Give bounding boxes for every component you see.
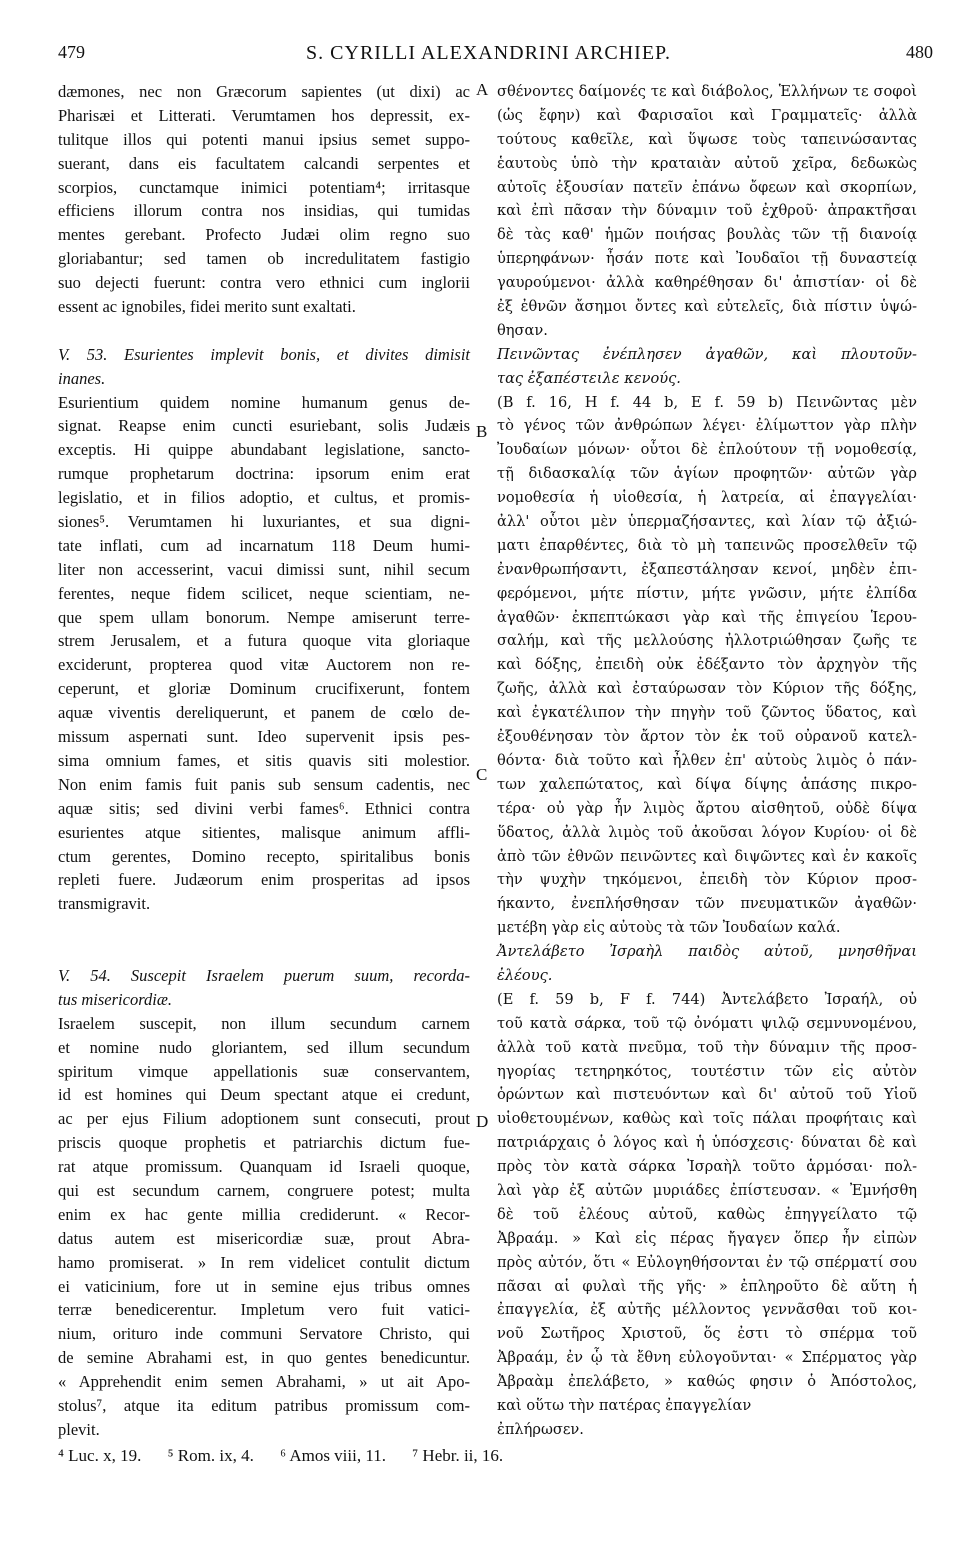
text-line: καὶ οὕτω τὴν πατέρας ἐπαγγελίαν: [497, 1396, 752, 1414]
text-line: liter non accesserint, vacui dimissi sunt, nihil secum: [58, 559, 470, 579]
text-line: λαὶ γὰρ ἐξ αὐτῶν μυριάδες ἐπίστευσαν. « Ἐμνήσθη: [497, 1181, 917, 1199]
text-line: esurientes atque sitientes, malisque animum affli-: [58, 822, 470, 842]
text-line: Πεινῶντας ἐνέπλησεν ἀγαθῶν, καὶ πλουτοῦν-: [497, 345, 917, 363]
text-line: πρὸς αὐτόν, ὅτι « Εὐλογηθήσονται ἐν τῷ σπέρματί σου: [497, 1253, 917, 1271]
text-line: τὸ γένος τῶν ἀνθρώπων λέγει· ἐλίμωττον γὰρ πλὴν: [497, 417, 917, 435]
text-line: τας ἐξαπέστειλε κενούς.: [497, 369, 681, 387]
text-line: priscis quoque prophetis et patriarchis dictum fue-: [58, 1133, 470, 1153]
text-line: νοῦ Σωτῆρος Χριστοῦ, ὅς ἐστι τὸ σπέρμα τοῦ: [497, 1325, 917, 1343]
text-line: nium, orituro inde communi Servatore Christo, qui: [58, 1324, 470, 1344]
text-line: spiritum vimque appellationis suæ conservantem,: [58, 1061, 470, 1081]
text-line: τοῦ κατὰ σάρκα, τοῦ τῷ ὀνόματι ψιλῷ σεμνυνομένου,: [497, 1014, 917, 1032]
margin-letter-c: C: [476, 765, 488, 784]
text-line: Ἀντελάβετο Ἰσραὴλ παιδὸς αὐτοῦ, μνησθῆναι: [497, 943, 917, 961]
footnotes: [58, 1446, 918, 1466]
text-line: que spem ullam bonorum. Nempe amiserunt terre-: [58, 607, 470, 627]
text-line: plevit.: [58, 1419, 100, 1439]
text-line: dæmones, nec non Græcorum sapientes (ut dixi) ac: [58, 82, 470, 101]
text-line: enim ex hac gente millia crediderunt. « Recor-: [58, 1204, 470, 1224]
text-line: et nomine nudo gloriantem, sed illum secundum: [58, 1037, 470, 1057]
text-line: ἐνανθρωπήσαντι, ἐξαπεστάλησαν κενοί, μηδὲν ἐπι-: [497, 560, 917, 578]
text-line: θόντα· διὰ τοῦτο καὶ ἦλθεν ἐπ' αὐτοὺς λιμὸς ὁ πάν-: [497, 751, 917, 769]
text-line: terræ benedicerentur. Impletum vero fuit vatici-: [58, 1300, 470, 1320]
text-line: τούτους καθεῖλε, καὶ ὕψωσε τοὺς ταπεινώσαντας: [497, 130, 917, 148]
text-line: gloriabantur; sed tamen ob incredulitatem fastigio: [58, 249, 470, 269]
text-line: καὶ ἐγκατέλιπον τὴν πηγὴν τοῦ ζῶντος ὕδατος, καὶ: [497, 704, 917, 722]
text-line: tus misericordiæ.: [58, 989, 172, 1009]
text-line: ὑπερηφάνων· ἦσάν ποτε καὶ Ἰουδαῖοι τῇ δυναστείᾳ: [497, 250, 917, 268]
text-line: νομοθεσία ἡ υἱοθεσία, ἡ λατρεία, αἱ ἐπαγγελίαι·: [497, 489, 917, 507]
text-line: V. 53. Esurientes implevit bonis, et divites dimisit: [58, 344, 470, 364]
text-line: Pharisæi et Litterati. Verumtamen hos depressit, ex-: [58, 105, 470, 125]
text-line: πατριάρχαις ὁ λόγος καὶ ἡ ὑπόσχεσις· δύναται δὲ καὶ: [497, 1134, 917, 1152]
margin-letter-d: D: [476, 1112, 489, 1131]
text-line: suerant, dans eis facultatem calcandi serpentes et: [58, 153, 470, 173]
text-line: ὁρώντων καὶ πιστευόντων καὶ δι' αὐτοῦ τοῦ Υἱοῦ: [497, 1086, 917, 1104]
text-line: V. 54. Suscepit Israelem puerum suum, recorda-: [58, 965, 470, 985]
text-line: suo dejecti fuerunt: contra vero ethnici cum inglorii: [58, 273, 470, 293]
text-line: (E f. 59 b, F f. 744) Ἀντελάβετο Ἰσραήλ, οὐ: [497, 990, 917, 1008]
blank-line: [58, 940, 470, 964]
text-line: Ἀβραὰμ ἐπελάβετο, » καθώς φησιν ὁ Ἀπόστολος,: [497, 1373, 917, 1391]
text-line: ceperunt, et gloriæ Dominum crucifixerunt, fontem: [58, 679, 470, 699]
blank-line: [58, 319, 470, 343]
text-line: inanes.: [58, 368, 106, 388]
running-header: [0, 42, 977, 72]
text-line: efficiens illorum contra nos insidias, qui tumidas: [58, 201, 470, 221]
text-line: δὲ τὰς καθ' ἡμῶν ποιήσας βουλὰς τῶν τῇ διανοίᾳ: [497, 226, 917, 244]
text-line: ὕδατος, ἀλλὰ λιμὸς τοῦ ἀκοῦσαι λόγον Κυρίου· οἱ δὲ: [497, 823, 917, 841]
text-line: σαλήμ, καὶ τῆς μελλούσης ἠλλοτριώθησαν ζωῆς τε: [497, 632, 917, 650]
text-line: ἀγαθῶν· ἐκπεπτώκασι γὰρ καὶ τῆς ἐπιγείου Ἱερου-: [497, 608, 917, 626]
text-line: essent ac ignobiles, fidei merito sunt exaltati.: [58, 297, 356, 317]
text-line: πᾶσαι αἱ φυλαὶ τῆς γῆς· » ἐπληροῦτο δὲ αὕτη ἡ: [497, 1277, 917, 1295]
page-number-left: 479: [58, 42, 85, 62]
text-line: aquæ sitis; sed divini verbi fames⁶. Ethnici contra: [58, 798, 470, 818]
text-line: de semine Abrahami est, in quo gentes benedicuntur.: [58, 1348, 470, 1368]
text-line: mentes gerebant. Profecto Judæi olim regno suo: [58, 225, 470, 245]
text-line: πρὸς τὸν κατὰ σάρκα Ἰσραὴλ τοῦτο ἁρμόσαι· πολ-: [497, 1158, 917, 1176]
text-line: καὶ δόξης, ἐπειδὴ οὐκ ἐδέξαντο τὸν ἀρχηγὸν τῆς: [497, 656, 917, 674]
latin-column: [58, 80, 470, 1442]
text-line: Ἀβραάμ. » Καὶ εἰς πέρας ἤγαγεν ὅπερ ἦν εἰπὼν: [497, 1229, 917, 1247]
footnote: ⁴ Luc. x, 19.: [58, 1446, 142, 1465]
text-line: rat atque promissum. Quanquam id Israeli quoque,: [58, 1157, 470, 1177]
text-line: stolus⁷, atque ita editum patribus promissum com-: [58, 1395, 470, 1415]
text-line: των χαλεπώτατος, καὶ δίψα δίψης ἁπάσης πικρο-: [497, 775, 917, 793]
margin-letter-b: B: [476, 422, 488, 441]
text-line: sima omnium fames, et sitis quavis siti molestior.: [58, 750, 470, 770]
text-line: Non enim famis fuit panis sub sensum cadentis, nec: [58, 774, 470, 794]
text-line: μετέβη γὰρ εἰς αὐτοὺς τὰ τῶν Ἰουδαίων καλά.: [497, 919, 841, 937]
text-line: hamo promiserat. » In rem videlicet contulit dictum: [58, 1252, 470, 1272]
footnote: ⁶ Amos viii, 11.: [280, 1446, 386, 1465]
text-line: strem Jerusalem, et a futura quoque vita gloriaque: [58, 631, 470, 651]
text-line: ac per ejus Filium adoptionem sunt consecuti, prout: [58, 1109, 470, 1129]
text-line: ματι ἐπαρθέντες, διὰ τὸ μὴ ταπεινῶς προσελθεῖν τῷ: [497, 536, 917, 554]
text-line: ἑαυτοὺς ὑπὸ τὴν κραταιὰν αὐτοῦ χεῖρα, δεδωκὼς: [497, 154, 917, 172]
greek-column: [497, 80, 917, 1442]
text-line: ηγορίας τετηρηκότος, τουτέστιν τῶν εἰς αὐτὸν: [497, 1062, 917, 1080]
text-line: « Apprehendit enim semen Abrahami, » ut ait Apo-: [58, 1372, 470, 1392]
footnote: ⁷ Hebr. ii, 16.: [412, 1446, 504, 1465]
text-line: tate inflati, cum ad incarnatum 118 Deum humi-: [58, 535, 470, 555]
text-line: repleti fuere. Judæorum enim prosperitas ad ipsos: [58, 870, 470, 890]
text-line: δὲ τοῦ ἐλέους αὐτοῦ, καθὼς ἐπηγγείλατο τῷ: [497, 1205, 917, 1223]
text-line: ἐλέους.: [497, 966, 553, 984]
text-line: (B f. 16, H f. 44 b, E f. 59 b) Πεινῶντας μὲν: [497, 393, 917, 411]
text-line: id est homines qui Deum spectant atque ei credunt,: [58, 1085, 470, 1105]
text-line: exceptis. Hi quippe abundabant legislatione, sancto-: [58, 440, 470, 460]
text-line: exciderunt, propterea quod vitæ Auctorem non re-: [58, 655, 470, 675]
text-line: siones⁵. Verumtamen hi luxuriantes, et sua digni-: [58, 512, 470, 532]
text-line: τῇ διδασκαλίᾳ τῶν ἁγίων προφητῶν· αὐτῶν γὰρ: [497, 465, 917, 483]
text-line: ἐπλήρωσεν.: [497, 1420, 584, 1438]
text-line: ἀλλ' οὗτοι μὲν ὑπερμαζήσαντες, καὶ λίαν τῷ ἀξιώ-: [497, 513, 917, 531]
text-line: aquæ viventis dereliquerunt, et panem de cœlo de-: [58, 703, 470, 723]
text-line: rumque prophetarum doctrina: ipsorum enim erat: [58, 464, 470, 484]
margin-letter-a: A: [476, 80, 489, 99]
text-line: legislatio, et in filios adoptio, et cultus, et promis-: [58, 488, 470, 508]
running-title: S. CYRILLI ALEXANDRINI ARCHIEP.: [306, 42, 671, 64]
text-line: Israelem suscepit, non illum secundum carnem: [58, 1013, 470, 1033]
text-line: υἱοθετουμένων, καθὼς καὶ τοῖς πάλαι προφήταις καὶ: [497, 1110, 917, 1128]
text-line: qui est secundum carnem, congruere potest; multa: [58, 1180, 470, 1200]
text-line: ζωῆς, ἀλλὰ καὶ ἐσταύρωσαν τὸν Κύριον τῆς δόξης,: [497, 680, 917, 698]
text-line: σθένοντες δαίμονές τε καὶ διάβολος, Ἑλλήνων τε σοφοὶ: [497, 83, 917, 100]
text-line: φερόμενοι, μήτε πίστιν, μήτε γνῶσιν, μήτε ἐλπίδα: [497, 584, 917, 602]
text-line: Ἰουδαίων μόνων· οὗτοι δὲ ἐπλούτουν τῇ νομοθεσίᾳ,: [497, 441, 917, 459]
text-line: ἐπαγγελία, ἐξ αὐτῆς μέλλοντος γεννᾶσθαι τοῦ κοι-: [497, 1301, 917, 1319]
text-line: ctum gerentes, Domino recepto, spiritalibus bonis: [58, 846, 470, 866]
text-line: scorpios, cunctamque inimici potentiam⁴; irritasque: [58, 177, 470, 197]
text-line: καὶ ἐπὶ πᾶσαν τὴν δύναμιν τοῦ ἐχθροῦ· ἀπρακτῆσαι: [497, 202, 917, 220]
text-line: τὴν ψυχὴν τηκόμενοι, ἐπειδὴ τὸν Κύριον προσ-: [497, 871, 917, 889]
text-line: αὐτοῖς ἐξουσίαν πατεῖν ἐπάνω ὄφεων καὶ σκορπίων,: [497, 178, 917, 196]
text-line: ἀπὸ τῶν ἐθνῶν πεινῶντες καὶ διψῶντες καὶ ἐν κακοῖς: [497, 847, 917, 865]
text-line: ei vaticinium, fore ut in semine ejus tribus omnes: [58, 1276, 470, 1296]
text-line: γαυρούμενοι· ἀλλὰ καθηρέθησαν δι' ἀπιστίαν· οἱ δὲ: [497, 274, 917, 292]
blank-line: [58, 916, 470, 940]
text-line: ἀλλὰ τοῦ κατὰ πνεῦμα, τοῦ τὴν δύναμιν τῆς προσ-: [497, 1038, 917, 1056]
text-line: θησαν.: [497, 321, 548, 339]
text-line: ferentes, neque fidem scilicet, neque scientiam, ne-: [58, 583, 470, 603]
text-line: ἐξ ἐθνῶν ἄσημοι ὄντες καὶ εὐτελεῖς, διὰ πίστιν ὑψώ-: [497, 298, 917, 316]
text-line: tulitque illos qui potenti manui ipsius semet suppo-: [58, 129, 470, 149]
text-line: ήκαντο, ἐνεπλήσθησαν τῶν πνευματικῶν ἀγαθῶν·: [497, 895, 917, 913]
text-line: datus autem est misericordiæ suæ, prout Abra-: [58, 1228, 470, 1248]
text-line: signat. Reapse enim cuncti esuriebant, solis Judæis: [58, 416, 470, 436]
page-number-right: 480: [906, 42, 933, 62]
text-line: (ὡς ἔφην) καὶ Φαρισαῖοι καὶ Γραμματεῖς· ἀλλὰ: [497, 106, 917, 124]
text-line: Esurientium quidem nomine humanum genus de-: [58, 392, 470, 412]
text-line: missum aspernati sunt. Ideo supervenit ipsis pes-: [58, 727, 470, 747]
footnote: ⁵ Rom. ix, 4.: [167, 1446, 254, 1465]
text-line: ἐξουθένησαν τὸν ἄρτον τὸν ἐκ τοῦ οὐρανοῦ κατελ-: [497, 728, 917, 746]
text-line: τέρα· οὐ γὰρ ἦν λιμὸς ἄρτου αἰσθητοῦ, οὐδὲ δίψα: [497, 799, 917, 817]
text-line: transmigravit.: [58, 894, 151, 914]
text-line: Ἀβραάμ, ἐν ᾧ τὰ ἔθνη εὐλογοῦνται· « Σπέρματος γὰρ: [497, 1349, 917, 1367]
